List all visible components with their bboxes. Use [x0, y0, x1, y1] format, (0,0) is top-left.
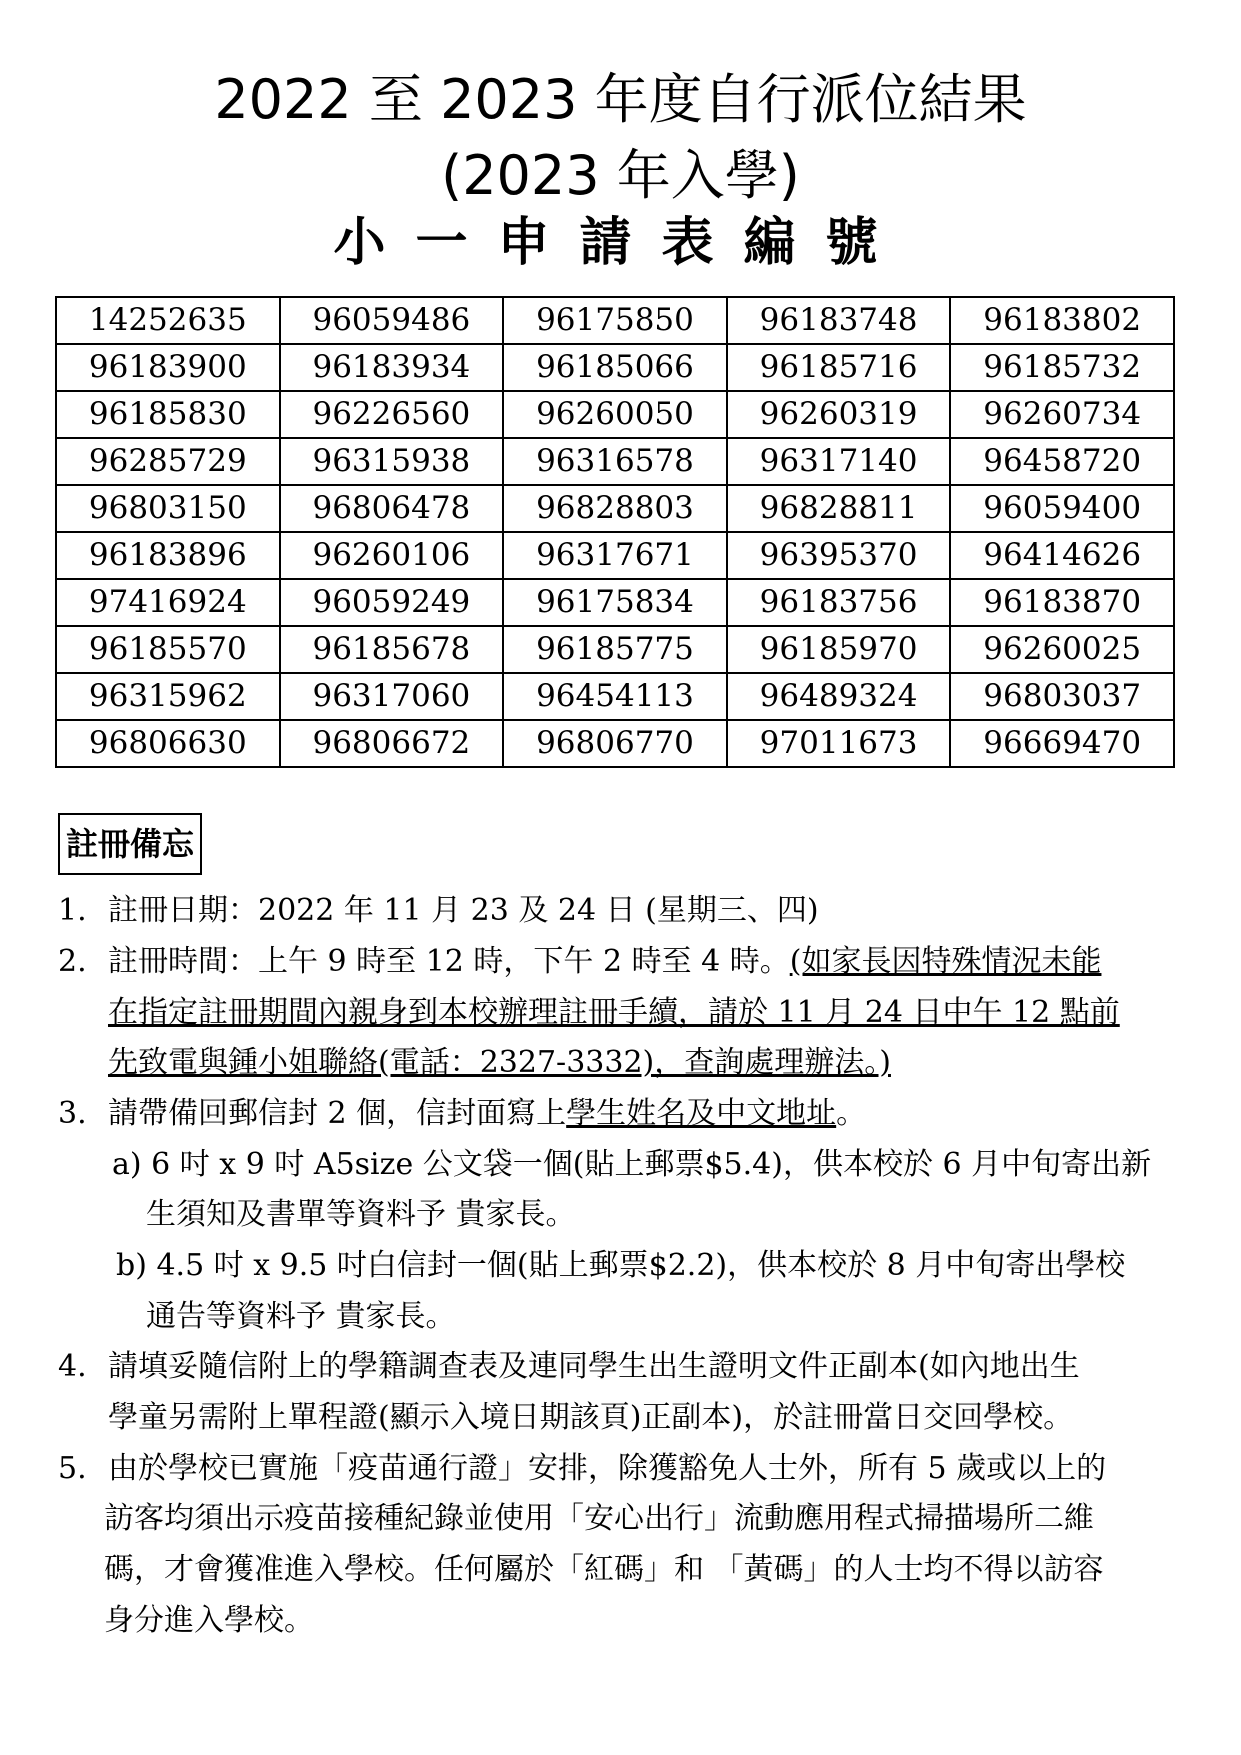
- application-number-cell: 96185066: [503, 344, 727, 391]
- application-number-cell: 96059249: [280, 579, 504, 626]
- table-row: [56, 391, 1174, 438]
- application-number-cell: 96458720: [950, 438, 1174, 485]
- document-title: 2022 至 2023 年度自行派位結果: [214, 68, 1027, 131]
- application-number-cell: 96315962: [56, 673, 280, 720]
- application-number-cell: 96183748: [727, 297, 951, 344]
- application-number-cell: 96806630: [56, 720, 280, 767]
- application-number-cell: 96260319: [727, 391, 951, 438]
- application-number-cell: 96828811: [727, 485, 951, 532]
- memo-item-4-line-2: 學童另需附上單程證(顯示入境日期該頁)正副本)，於註冊當日交回學校。: [108, 1400, 1074, 1435]
- application-number-cell: 96828803: [503, 485, 727, 532]
- table-row: [56, 532, 1174, 579]
- table-row: [56, 485, 1174, 532]
- table-row: [56, 579, 1174, 626]
- memo-item-1: 註冊日期：2022 年 11 月 23 及 24 日 (星期三、四): [108, 893, 819, 928]
- application-number-cell: 97011673: [727, 720, 951, 767]
- memo-item-5-line-4: 身分進入學校。: [104, 1603, 314, 1638]
- memo-item-3b-line-1: b) 4.5 吋 x 9.5 吋白信封一個(貼上郵票$2.2)，供本校於 8 月中旬寄出學校: [116, 1248, 1126, 1283]
- application-number-cell: 96260734: [950, 391, 1174, 438]
- application-number-cell: 96806478: [280, 485, 504, 532]
- application-number-cell: 14252635: [56, 297, 280, 344]
- table-row: [56, 344, 1174, 391]
- item-number-2: 2.: [58, 944, 87, 979]
- table-row: [56, 297, 1174, 344]
- application-number-cell: 96315938: [280, 438, 504, 485]
- application-number-cell: 96059486: [280, 297, 504, 344]
- application-number-cell: 96226560: [280, 391, 504, 438]
- application-number-cell: 96185570: [56, 626, 280, 673]
- memo-item-3a-line-1: a) 6 吋 x 9 吋 A5size 公文袋一個(貼上郵票$5.4)，供本校於 6 月中旬寄出新: [112, 1147, 1152, 1182]
- application-number-cell: 96175834: [503, 579, 727, 626]
- application-number-cell: 96260106: [280, 532, 504, 579]
- application-number-cell: 96669470: [950, 720, 1174, 767]
- table-row: [56, 438, 1174, 485]
- table-row: [56, 626, 1174, 673]
- application-number-cell: 96059400: [950, 485, 1174, 532]
- application-number-cell: 96183934: [280, 344, 504, 391]
- application-number-cell: 96260050: [503, 391, 727, 438]
- item-number-1: 1.: [58, 893, 87, 928]
- special-case-note-start: (如家長因特殊情況未能: [789, 944, 1102, 979]
- application-number-cell: 96260025: [950, 626, 1174, 673]
- memo-item-2-line-3: 先致電與鍾小姐聯絡(電話：2327-3332)，查詢處理辦法。): [108, 1045, 891, 1080]
- memo-item-3a-line-2: 生須知及書單等資料予 貴家長。: [146, 1197, 576, 1232]
- application-number-cell: 96806770: [503, 720, 727, 767]
- item-3-period: 。: [836, 1096, 867, 1131]
- application-number-cell: 96395370: [727, 532, 951, 579]
- item-number-5: 5.: [58, 1451, 87, 1486]
- application-number-cell: 96183870: [950, 579, 1174, 626]
- memo-item-5-line-1: 由於學校已實施「疫苗通行證」安排，除獲豁免人士外，所有 5 歲或以上的: [108, 1451, 1107, 1486]
- memo-item-3: [108, 1093, 866, 1135]
- application-number-cell: 96317140: [727, 438, 951, 485]
- application-number-cell: 96454113: [503, 673, 727, 720]
- application-number-cell: 96285729: [56, 438, 280, 485]
- application-number-cell: 96803150: [56, 485, 280, 532]
- application-number-cell: 96489324: [727, 673, 951, 720]
- application-number-cell: 96317060: [280, 673, 504, 720]
- application-number-cell: 96175850: [503, 297, 727, 344]
- application-number-cell: 96185830: [56, 391, 280, 438]
- application-number-cell: 97416924: [56, 579, 280, 626]
- name-address-emphasis: 學生姓名及中文地址: [566, 1096, 837, 1131]
- table-row: [56, 673, 1174, 720]
- application-number-cell: 96803037: [950, 673, 1174, 720]
- application-number-cell: 96316578: [503, 438, 727, 485]
- application-number-cell: 96183802: [950, 297, 1174, 344]
- memo-item-3b-line-2: 通告等資料予 貴家長。: [146, 1299, 456, 1334]
- item-number-4: 4.: [58, 1349, 87, 1384]
- table-heading: 小一申請表編號: [333, 213, 908, 273]
- application-number-cell: 96185678: [280, 626, 504, 673]
- application-number-table: [55, 296, 1175, 768]
- application-number-cell: 96185970: [727, 626, 951, 673]
- memo-item-2-line-2: 在指定註冊期間內親身到本校辦理註冊手續，請於 11 月 24 日中午 12 點前: [108, 995, 1120, 1030]
- memo-item-5-line-3: 碼，才會獲准進入學校。任何屬於「紅碼」和 「黃碼」的人士均不得以訪容: [104, 1552, 1104, 1587]
- application-number-cell: 96183896: [56, 532, 280, 579]
- application-number-cell: 96185716: [727, 344, 951, 391]
- application-number-cell: 96185732: [950, 344, 1174, 391]
- item-number-3: 3.: [58, 1096, 87, 1131]
- memo-item-4-line-1: 請填妥隨信附上的學籍調查表及連同學生出生證明文件正副本(如內地出生: [108, 1349, 1080, 1384]
- memo-item-5-line-2: 訪客均須出示疫苗接種紀錄並使用「安心出行」流動應用程式掃描場所二維: [104, 1501, 1094, 1536]
- application-number-cell: 96414626: [950, 532, 1174, 579]
- memo-item-2-line-1: [108, 941, 1101, 983]
- application-number-cell: 96806672: [280, 720, 504, 767]
- document-subtitle: (2023 年入學): [441, 144, 800, 207]
- table-row: [56, 720, 1174, 767]
- envelope-instruction: 請帶備回郵信封 2 個，信封面寫上: [108, 1096, 567, 1131]
- application-number-cell: 96183900: [56, 344, 280, 391]
- application-number-cell: 96317671: [503, 532, 727, 579]
- application-number-cell: 96185775: [503, 626, 727, 673]
- registration-time: 註冊時間：上午 9 時至 12 時，下午 2 時至 4 時。: [108, 944, 790, 979]
- memo-heading: 註冊備忘: [58, 813, 202, 875]
- application-number-cell: 96183756: [727, 579, 951, 626]
